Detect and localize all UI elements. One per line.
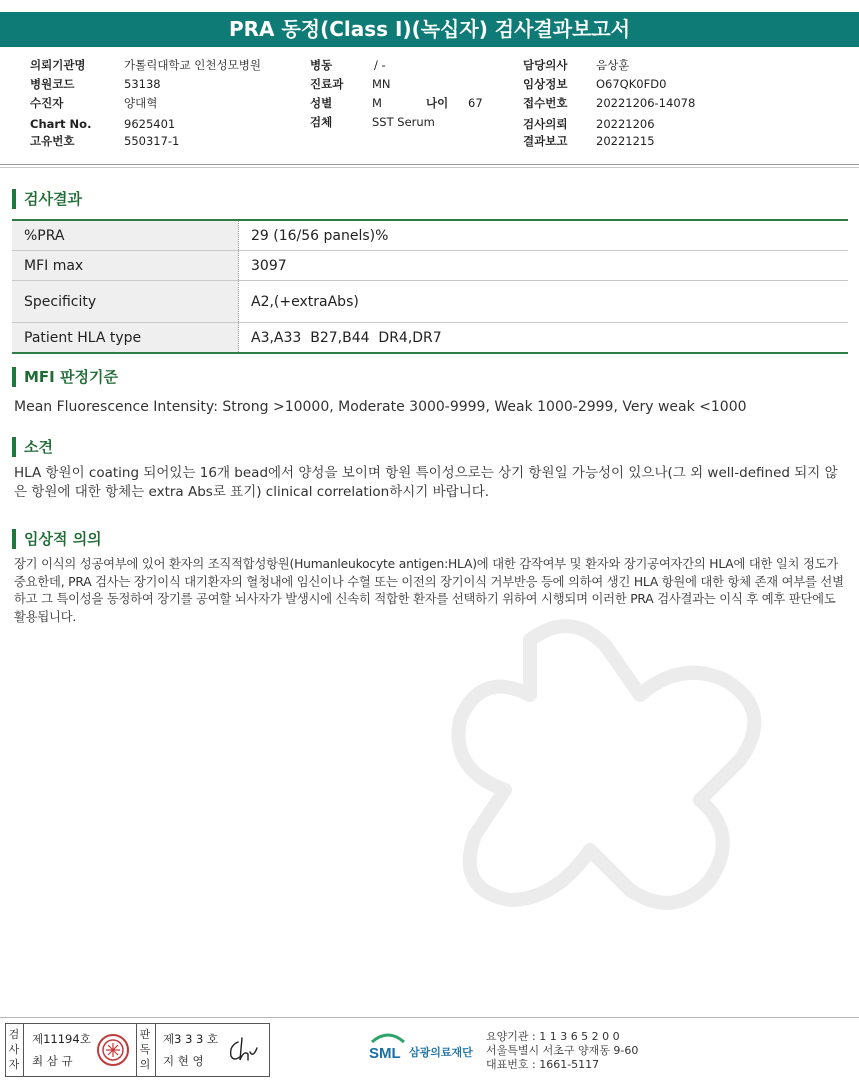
row-value-hla-type: A3,A33 B27,B44 DR4,DR7 — [251, 329, 442, 346]
table-row — [12, 251, 848, 281]
contact-info — [486, 1030, 638, 1072]
section-mfi-title: MFI 판정기준 — [12, 367, 118, 387]
label-clinical-info: 임상정보 — [523, 77, 568, 91]
value-report-date: 20221215 — [596, 134, 655, 148]
org-name: 삼광의료재단 — [409, 1046, 473, 1059]
contact-phone: 대표번호 : 1661-5117 — [486, 1058, 600, 1071]
reviewer-signature-icon — [226, 1034, 262, 1066]
watermark-cross-logo — [380, 600, 850, 960]
reviewer-label: 판 독 의 — [139, 1028, 151, 1071]
sml-logo-icon — [368, 1028, 408, 1064]
value-sex: M — [372, 96, 382, 110]
examiner-seal-icon — [96, 1033, 130, 1067]
label-age: 나이 — [426, 96, 449, 110]
header-divider-shadow — [0, 167, 859, 168]
value-unique-no: 550317-1 — [124, 134, 180, 148]
value-department: MN — [372, 77, 391, 91]
mfi-criteria-text: Mean Fluorescence Intensity: Strong >10000, Moderate 3000-9999, Weak 1000-2999, Very weak <1000 — [14, 399, 747, 415]
reviewer-license-no: 제3 3 3 호 — [163, 1032, 219, 1046]
reviewer-name: 지 현 영 — [163, 1054, 204, 1068]
label-patient: 수진자 — [30, 96, 64, 110]
contact-license: 요양기관 : 1 1 3 6 5 2 0 0 — [486, 1030, 620, 1043]
row-value-specificity: A2,(+extraAbs) — [251, 293, 359, 310]
label-institution: 의뢰기관명 — [30, 58, 86, 72]
value-age: 67 — [468, 96, 483, 110]
label-sex: 성별 — [310, 96, 333, 110]
row-label-specificity: Specificity — [12, 281, 238, 322]
value-ward: / - — [374, 58, 386, 72]
label-chart-no: Chart No. — [30, 117, 92, 131]
label-doctor: 담당의사 — [523, 58, 568, 72]
label-unique-no: 고유번호 — [30, 134, 75, 148]
label-hospital-code: 병원코드 — [30, 77, 75, 91]
value-specimen: SST Serum — [372, 115, 435, 129]
value-patient: 양대혁 — [124, 96, 158, 110]
label-ward: 병동 — [310, 58, 333, 72]
examiner-license-no: 제11194호 — [32, 1032, 91, 1046]
value-hospital-code: 53138 — [124, 77, 161, 91]
section-results-title: 검사결과 — [12, 189, 82, 209]
row-value-mfi-max: 3097 — [251, 257, 287, 274]
value-doctor: 음상훈 — [596, 58, 630, 72]
examiner-label: 검 사 자 — [8, 1028, 20, 1071]
opinion-text: HLA 항원이 coating 되어있는 16개 bead에서 양성을 보이며 항원 특이성으로는 상기 항원일 가능성이 있으나(그 외 well-defined 되지 않은 항원에 대한 항체는 extra Abs로 표기) clinical correlation하시기 바랍니다. — [14, 465, 838, 500]
row-value-pra: 29 (16/56 panels)% — [251, 227, 389, 244]
signature-box — [5, 1023, 270, 1077]
table-row — [12, 221, 848, 251]
sml-logo-text: SML — [369, 1045, 401, 1062]
footer-divider — [0, 1017, 859, 1018]
results-table — [12, 219, 848, 354]
value-institution: 가톨릭대학교 인천성모병원 — [124, 58, 261, 72]
value-receipt-no: 20221206-14078 — [596, 96, 696, 110]
label-report-date: 결과보고 — [523, 134, 568, 148]
report-title: PRA 동정(Class I)(녹십자) 검사결과보고서 — [0, 12, 859, 47]
contact-address: 서울특별시 서초구 양재동 9-60 — [486, 1044, 639, 1057]
section-opinion-title: 소견 — [12, 437, 53, 457]
row-label-pra: %PRA — [12, 221, 238, 250]
table-row — [12, 281, 848, 323]
examiner-name: 최 삼 규 — [32, 1054, 73, 1068]
patient-info — [0, 56, 859, 156]
header-divider — [0, 164, 859, 165]
value-request-date: 20221206 — [596, 117, 655, 131]
table-row — [12, 323, 848, 354]
label-receipt-no: 접수번호 — [523, 96, 568, 110]
row-label-mfi-max: MFI max — [12, 251, 238, 280]
label-specimen: 검체 — [310, 115, 333, 129]
row-label-hla-type: Patient HLA type — [12, 323, 238, 352]
section-clinical-title: 임상적 의의 — [12, 529, 102, 549]
clinical-significance-text: 장기 이식의 성공여부에 있어 환자의 조직적합성항원(Humanleukocyte antigen:HLA)에 대한 감작여부 및 환자와 장기공여자간의 HLA에 대한 일치 정도가 중요한데, PRA 검사는 장기이식 대기환자의 혈청내에 임신이나 수혈 또는 이전의 장기이식 거부반응 등에 의하여 생긴 HLA 항원에 대한 항체 존재 여부를 선별하고 그 특이성을 동정하여 장기를 공여할 뇌사자가 발생시에 신속히 적합한 환자를 선택하기 위하여 시행되며 이러한 PRA 검사결과는 이식 후 예후 판단에도 활용됩니다. — [14, 557, 844, 624]
label-request-date: 검사의뢰 — [523, 117, 568, 131]
label-department: 진료과 — [310, 77, 344, 91]
value-clinical-info: O67QK0FD0 — [596, 77, 667, 91]
value-chart-no: 9625401 — [124, 117, 176, 131]
